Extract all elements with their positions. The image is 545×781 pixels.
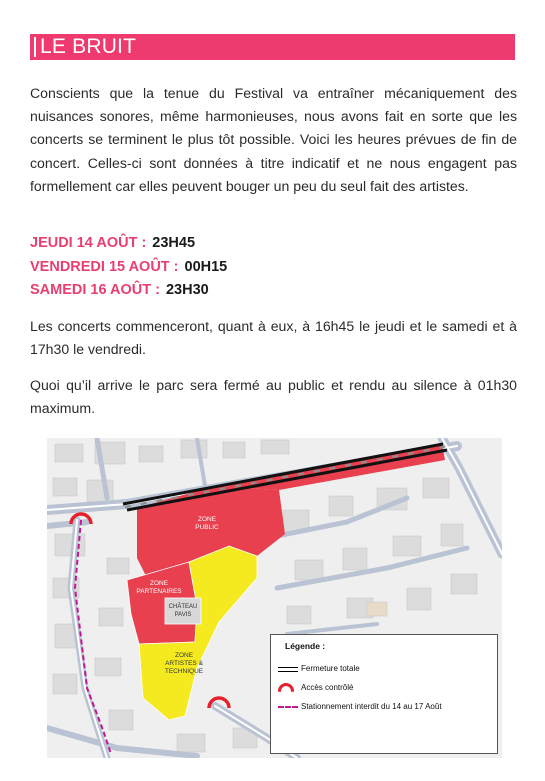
festival-site-map	[47, 438, 502, 758]
zone-artistes-label-line: ZONE	[174, 652, 194, 659]
start-info-paragraph: Les concerts commenceront, quant à eux, à 16h45 le jeudi et le samedi et à 17h30 le vendredi.	[30, 318, 517, 358]
schedule-row	[30, 279, 517, 303]
legend-item	[275, 663, 360, 675]
map-legend	[270, 634, 498, 754]
legend-item	[275, 682, 353, 694]
legend-item	[275, 701, 442, 713]
zone-partenaires-label-line: PARTENAIRES	[136, 588, 182, 595]
zone-public-label: ZONE PUBLIC	[195, 516, 219, 531]
chateau-label	[163, 603, 203, 619]
schedule-day: VENDREDI 15 AOÛT :	[30, 258, 179, 275]
zone-artistes-label-line: TECHNIQUE	[164, 668, 204, 675]
zone-artistes-label	[159, 652, 209, 676]
legend-title: Légende :	[285, 641, 326, 651]
black-double-line-icon	[275, 663, 301, 675]
schedule-day: JEUDI 14 AOÛT :	[30, 235, 147, 251]
zone-partenaires-label	[131, 580, 187, 596]
schedule-time: 00H15	[184, 258, 228, 275]
legend-item-label: Stationnement interdit du 14 au 17 Août	[301, 702, 442, 711]
schedule-day: SAMEDI 16 AOÛT :	[30, 282, 160, 298]
zone-artistes-label-line: ARTISTES &	[165, 660, 203, 667]
intro-paragraph: Conscients que la tenue du Festival va entraîner mécaniquement des nuisances sonores, même harmonieuses, nous avons fait en sorte que les concerts se terminent le plus tôt possible. Voici les heures prévues de fin de concert. Celles-ci sont données à titre indicatif et ne nous engagent pas formellement car elles peuvent bouger un peu du seul fait des artistes.	[30, 85, 517, 194]
chateau-label-line: PAVIS	[174, 612, 192, 618]
schedule-time: 23H45	[152, 235, 196, 251]
section-title-bar	[30, 34, 515, 60]
legend-item-label: Accès contrôlé	[301, 683, 354, 692]
red-arch-icon	[275, 682, 301, 694]
schedule-row	[30, 232, 517, 256]
schedule-row	[30, 256, 517, 280]
zone-partenaires-label-line: ZONE	[149, 580, 169, 587]
title-accent-mark	[34, 37, 36, 57]
schedule-time: 23H30	[165, 282, 209, 298]
section-title: LE BRUIT	[40, 35, 137, 58]
legend-item-label: Fermeture totale	[301, 664, 360, 673]
closing-info-paragraph: Quoi qu’il arrive le parc sera fermé au public et rendu au silence à 01h30 maximum.	[30, 377, 517, 417]
concert-end-schedule	[30, 232, 517, 303]
chateau-label-line: CHÂTEAU	[168, 604, 198, 610]
pink-dashed-line-icon	[275, 701, 301, 713]
